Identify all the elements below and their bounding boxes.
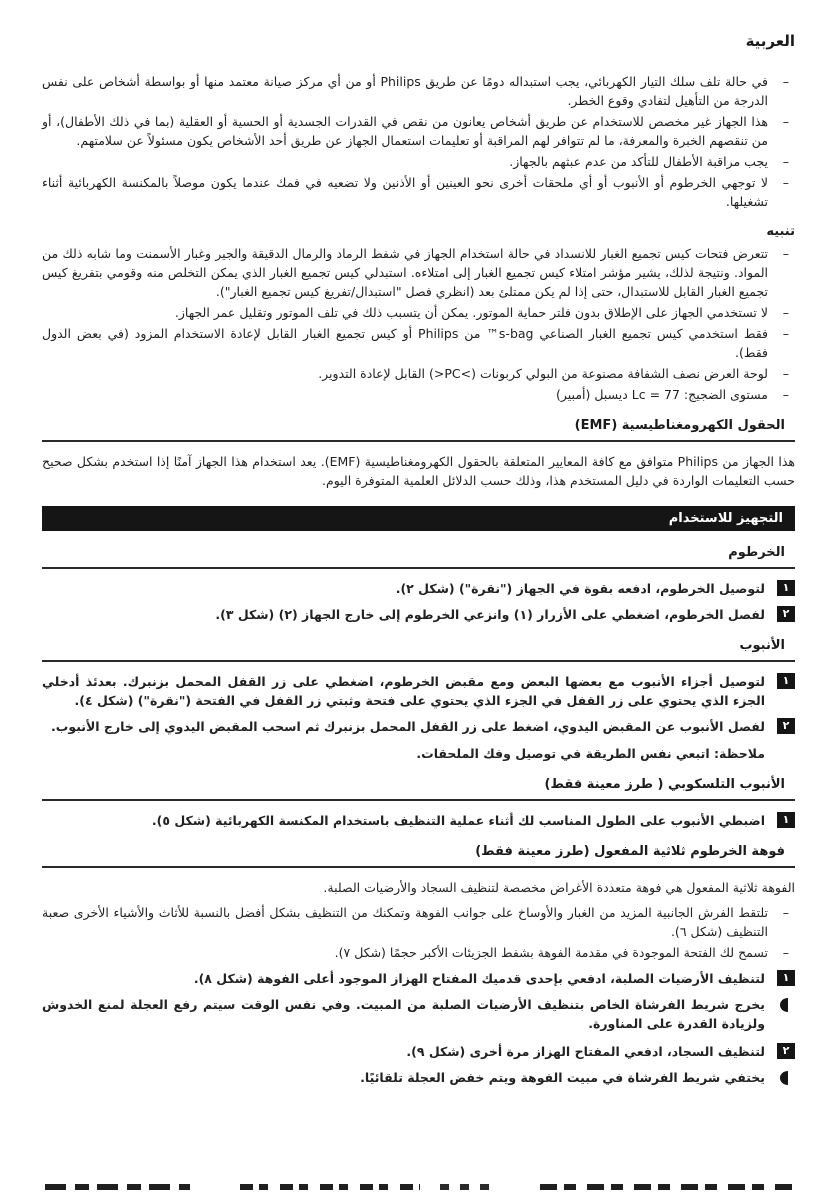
result-half-circle-icon [780,998,788,1012]
list-item [42,324,795,362]
list-item [42,72,795,110]
dash-bullet-icon: – [782,246,789,261]
bullet-text: مستوى الضجيج: Lc = 77 ديسبل (أمبير) [556,387,768,402]
preparing-for-use-banner: التجهيز للاستخدام [42,506,795,531]
page-title: العربية [745,32,795,50]
nozzle-intro: الفوهة ثلاثية المفعول هي فوهة متعددة الأغراض مخصصة لتنظيف السجاد والأرضيات الصلبة. [323,880,795,895]
step-number-badge: ٢ [777,718,795,734]
nozzle-bullet-list [42,903,795,962]
list-item [42,152,795,171]
dash-bullet-icon: – [782,74,789,89]
telescopic-heading: الأنبوب التلسكوبي ( طرز معينة فقط) [544,777,785,792]
dash-bullet-icon: – [782,154,789,169]
step-text: اضبطي الأنبوب على الطول المناسب لك أثناء عملية التنظيف باستخدام المكنسة الكهربائية (شكل ٥). [151,813,765,828]
telescopic-section-header [42,777,795,801]
caution-heading: تنبيه [766,224,795,239]
dash-bullet-icon: – [782,114,789,129]
step-number-badge: ١ [777,970,795,986]
dash-bullet-icon: – [782,305,789,320]
tube-section-header [42,638,795,662]
list-item [42,303,795,322]
list-item [42,112,795,150]
scan-artifact-strip [540,1184,795,1190]
bullet-text: تتعرض فتحات كيس تجميع الغبار للانسداد في حالة استخدام الجهاز في شفط الرماد والرمال الدقيقة والجير وغبار الأسمنت وما شابه ذلك من المواد. ونتيجة لذلك، يشير مؤشر امتلاء كيس تجميع الغبار إلى امتلاءه. استبدلي كيس تجميع الغبار الذي يمكن التخلص منه وقومي بتفريغ كيس تجميع الغبار القابل للاستبدال، حتى إذا لم يكن ممتلئ بعد (انظري فصل "استبدال/تفريغ كيس تجميع الغبار"). [42,246,768,299]
result-half-circle-icon [780,1071,788,1085]
step-item [42,1042,795,1061]
emf-body: هذا الجهاز من Philips متوافق مع كافة المعايير المتعلقة بالحقول الكهرومغناطيسية (EMF). يعد استخدام هذا الجهاز آمنًا إذا استخدم بشكل صحيح حسب التعليمات الواردة في دليل المستخدم هذا، وذلك حسب الدلائل العلمية المتوفرة اليوم. [42,454,796,488]
list-item [42,173,795,211]
bullet-text: تسمح لك الفتحة الموجودة في مقدمة الفوهة بشفط الجزيئات الأكبر حجمًا (شكل ٧). [334,945,768,960]
list-item [42,364,795,383]
dash-bullet-icon: – [782,905,789,920]
step-text: لتوصيل أجزاء الأنبوب مع بعضها البعض ومع مقبض الخرطوم، اضغطي على زر القفل المحمل بزنبرك. بعدئذ أدخلي الجزء الذي يحتوي على زر القفل في الجزء الذي يحتوي على فتحة وثبتي زر القفل في الفتحة ("نقرة") (شكل ٤). [42,674,765,708]
step-item [42,605,795,624]
bullet-text: لوحة العرض نصف الشفافة مصنوعة من البولي كربونات (>PC<) القابل لإعادة التدوير. [318,366,768,381]
list-item [42,903,795,941]
step-text: لتنظيف السجاد، ادفعي المفتاح الهزاز مرة أخرى (شكل ٩). [406,1044,765,1059]
bullet-text: لا توجهي الخرطوم أو الأنبوب أو أي ملحقات أخرى نحو العينين أو الأذنين ولا تضعيه في فمك عندما يكون موصلاً بالمكنسة الكهربائية أثناء تشغيلها. [42,175,768,209]
nozzle-section-header [42,844,795,868]
scan-artifact-strip [45,1184,190,1190]
step-result [42,1068,795,1087]
step-number-badge: ١ [777,580,795,596]
dash-bullet-icon: – [782,175,789,190]
step-text: لتنظيف الأرضيات الصلبة، ادفعي بإحدى قدميك المفتاح الهزاز الموجود أعلى الفوهة (شكل ٨). [193,971,765,986]
list-item [42,244,795,301]
step-item [42,672,795,710]
step-text: لفصل الخرطوم، اضغطي على الأزرار (١) وانزعي الخرطوم إلى خارج الجهاز (٢) (شكل ٣). [215,607,765,622]
step-number-badge: ١ [777,812,795,828]
hose-section-header [42,545,795,569]
nozzle-heading: فوهة الخرطوم ثلاثية المفعول (طرز معينة فقط) [475,844,785,859]
bullet-text: لا تستخدمي الجهاز على الإطلاق بدون فلتر حماية الموتور. يمكن أن يتسبب ذلك في تلف الموتور وتقليل عمر الجهاز. [174,305,768,320]
step-number-badge: ١ [777,673,795,689]
step-text: لتوصيل الخرطوم، ادفعه بقوة في الجهاز ("نقرة") (شكل ٢). [395,581,765,596]
bullet-text: فقط استخدمي كيس تجميع الغبار الصناعي s-bag™ من Philips أو كيس تجميع الغبار القابل لإعادة الاستخدام المزود (في بعض الدول فقط). [42,326,768,360]
step-item [42,579,795,598]
tube-heading: الأنبوب [739,638,785,653]
result-text: يخرج شريط الفرشاة الخاص بتنظيف الأرضيات الصلبة من المبيت. وفي نفس الوقت سيتم رفع العجلة لمنع الخدوش ولزيادة القدرة على المناورة. [42,997,765,1031]
scan-artifact-strip [440,1184,500,1190]
bullet-text: هذا الجهاز غير مخصص للاستخدام عن طريق أشخاص يعانون من نقص في القدرات الجسدية أو الحسية أو العقلية (بما في ذلك الأطفال)، أو من تنقصهم الخبرة والمعرفة، ما لم تتوافر لهم المراقبة أو تعليمات استعمال الجهاز عن طريق أحد الأشخاص يكون مسئولاً عن سلامتهم. [42,114,768,148]
step-number-badge: ٢ [777,1043,795,1059]
list-item [42,943,795,962]
dash-bullet-icon: – [782,945,789,960]
scan-artifact-strip [240,1184,420,1190]
step-number-badge: ٢ [777,606,795,622]
step-result [42,995,795,1033]
dash-bullet-icon: – [782,366,789,381]
step-item [42,969,795,988]
dash-bullet-icon: – [782,326,789,341]
bullet-text: يجب مراقبة الأطفال للتأكد من عدم عبثهم بالجهاز. [509,154,768,169]
step-item [42,717,795,736]
dash-bullet-icon: – [782,387,789,402]
step-item [42,811,795,830]
bullet-text: تلتقط الفرش الجانبية المزيد من الغبار والأوساخ على جوانب الفوهة وتمكنك من التنظيف بشكل أفضل بالنسبة للأثاث والأشياء الأخرى صعبة التنظيف (شكل ٦). [42,905,768,939]
emf-heading: الحقول الكهرومغناطيسية (EMF) [574,418,785,433]
note-text: ملاحظة: اتبعي نفس الطريقة في توصيل وفك الملحقات. [416,746,765,761]
safety-bullet-list [42,72,795,211]
bullet-text: في حالة تلف سلك التيار الكهربائي، يجب استبداله دومًا عن طريق Philips أو من أي مركز صيانة معتمد منها أو بواسطة أشخاص على نفس الدرجة من التأهيل لتفادي وقوع الخطر. [42,74,768,108]
step-text: لفصل الأنبوب عن المقبض اليدوي، اضغط على زر القفل المحمل بزنبرك ثم اسحب المقبض اليدوي إلى خارج الأنبوب. [51,719,765,734]
list-item [42,385,795,404]
caution-bullet-list [42,244,795,404]
hose-heading: الخرطوم [728,545,785,560]
emf-section-header [42,418,795,442]
result-text: يختفي شريط الفرشاة في مبيت الفوهة ويتم خفض العجلة تلقائيًا. [360,1070,765,1085]
